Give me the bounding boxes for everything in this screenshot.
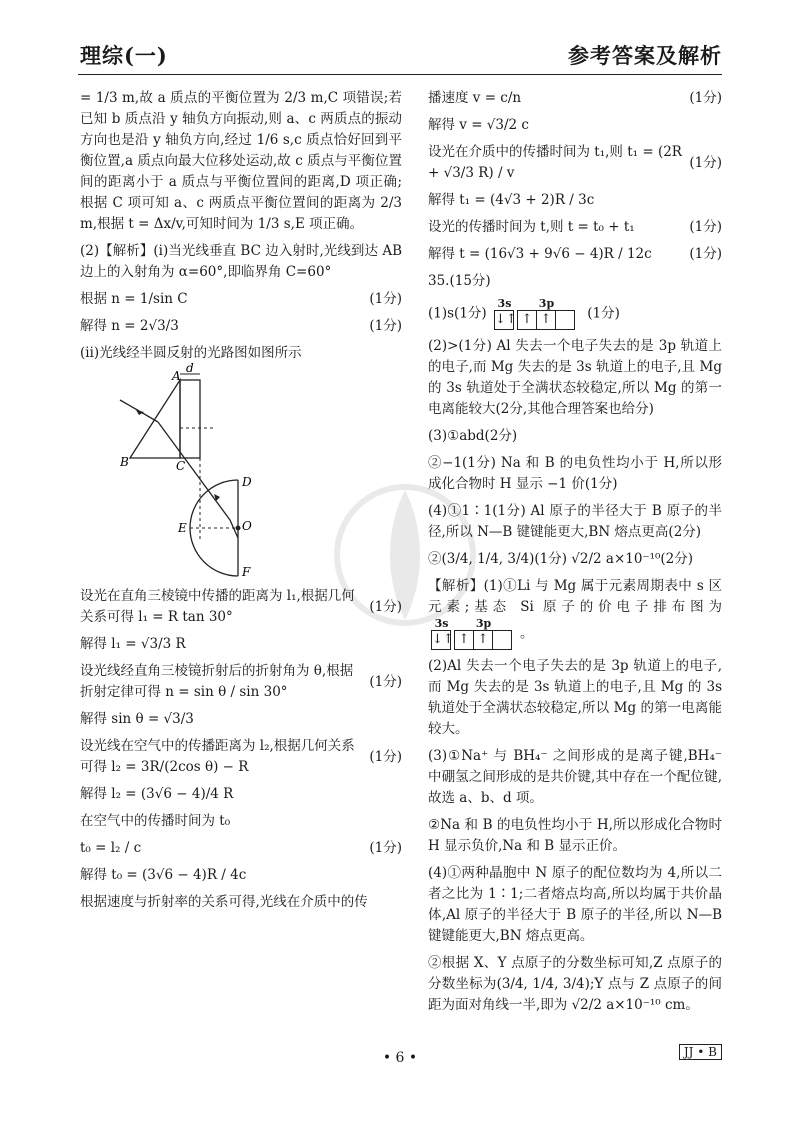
step-text: 设光线在空气中的传播距离为 l₂,根据几何关系可得 l₂ = 3R/(2cos θ) − R	[80, 738, 355, 775]
prism-block	[180, 380, 200, 458]
answer-paragraph: (2)【解析】(ⅰ)当光线垂直 BC 边入射时,光线到达 AB 边上的入射角为 α=60°,即临界角 C=60°	[80, 243, 402, 280]
formula-step	[80, 736, 402, 778]
figure-caption: (ⅱ)光线经半圆反射的光路图如图所示	[80, 345, 302, 361]
label-A: A	[172, 369, 181, 383]
formula-step	[80, 709, 402, 730]
orbital-label-3p: 3p	[475, 617, 492, 630]
step-text: 解得 v = √3/2 c	[428, 117, 529, 133]
label-B: B	[120, 455, 129, 469]
step-score: (1分)	[369, 748, 402, 765]
step-text: 在空气中的传播时间为 t₀	[80, 813, 231, 829]
header-title-left: 理综(一)	[80, 43, 168, 68]
formula-step	[80, 838, 402, 859]
step-text: t₀ = l₂ / c	[80, 840, 142, 856]
formula-step	[428, 142, 722, 184]
step-score: (1分)	[369, 291, 402, 307]
formula-step	[428, 88, 722, 109]
step-score: (1分)	[689, 90, 722, 106]
step-score: (1分)	[689, 246, 722, 262]
header-title-right: 参考答案及解析	[568, 43, 722, 68]
formula-step	[80, 865, 402, 886]
orbital-box: ↓↑	[431, 630, 451, 650]
formula-step	[80, 811, 402, 832]
orbital-label-3p: 3p	[538, 297, 555, 310]
formula-step	[80, 289, 402, 310]
explanation-4a: (4)①两种晶胞中 N 原子的配位数均为 4,所以二者之比为 1∶1;二者熔点均高,所以均属于共价晶体,Al 原子的半径大于 B 原子的半径,所以 N—B 键键能更大,BN 熔点更高。	[428, 865, 722, 944]
formula-step	[80, 634, 402, 655]
label-D: D	[242, 475, 252, 489]
explanation-1-text: 【解析】(1)①Li 与 Mg 属于元素周期表中 s 区元素;基态 Si 原子的价电子排布图为	[428, 578, 722, 615]
formula-step	[80, 892, 402, 913]
orbital-box	[555, 310, 575, 330]
answer-3b: ②−1(1分) Na 和 B 的电负性均小于 H,所以形成化合物时 H 显示 −1 价(1分)	[428, 455, 722, 492]
answer-3a: (3)①abd(2分)	[428, 428, 518, 444]
orbital-box: ↓↑	[494, 310, 514, 330]
explanation-1: 【解析】(1)①Li 与 Mg 属于元素周期表中 s 区元素;基态 Si 原子的价电子排布图为 3s ↓↑ 3p ↑ ↑ 。	[428, 576, 722, 650]
label-E: E	[178, 521, 187, 535]
step-text: 根据 n = 1/sin C	[80, 291, 188, 307]
answer-2: (2)>(1分) Al 失去一个电子失去的是 3p 轨道上的电子,而 Mg 失去的是 3s 轨道上的电子,且 Mg 的 3s 轨道处于全满状态较稳定,所以 Mg 的第一电离能较大(2分,其他合理答案也给分)	[428, 338, 722, 417]
orbital-label-3s: 3s	[434, 617, 449, 630]
answer-paragraph: = 1/3 m,故 a 质点的平衡位置为 2/3 m,C 项错误;若已知 b 质点沿 y 轴负方向振动,则 a、c 两质点的振动方向也是沿 y 轴负方向,经过 1/6 s,c 质点恰好回到平衡位置,a 质点向最大位移处运动,故 c 质点与平衡位置间的距离小于 a 质点与平衡位置间的距离,D 项正确;根据 C 项可知 a、c 两质点平衡位置间的距离为 2/3 m,根据 t = Δx/v,可知时间为 1/3 s,E 项正确。	[80, 90, 402, 232]
step-score: (1分)	[369, 840, 402, 856]
optics-diagram	[120, 361, 340, 580]
left-column	[80, 88, 402, 919]
orbital-diagram-si	[432, 618, 516, 650]
orbital-diagram	[495, 298, 579, 330]
formula-step	[428, 115, 722, 136]
header-rule	[78, 74, 722, 75]
step-text: 解得 t = (16√3 + 9√6 − 4)R / 12c	[428, 246, 652, 262]
explanation-3a: (3)①Na⁺ 与 BH₄⁻ 之间形成的是离子键,BH₄⁻ 中硼氢之间形成的是共价键,其中存在一个配位键,故选 a、b、d 项。	[428, 748, 722, 806]
formula-step	[428, 190, 722, 211]
orbital-label-3s: 3s	[497, 297, 512, 310]
explanation-3b: ②Na 和 B 的电负性均小于 H,所以形成化合物时 H 显示负价,Na 和 B 显示正价。	[428, 817, 722, 854]
step-text: 解得 n = 2√3/3	[80, 318, 179, 334]
step-score: (1分)	[689, 154, 722, 171]
step-score: (1分)	[369, 318, 402, 334]
formula-step	[80, 661, 402, 703]
formula-step	[80, 586, 402, 628]
step-text: 设光线经直角三棱镜折射后的折射角为 θ,根据折射定律可得 n = sin θ / sin 30°	[80, 663, 354, 700]
refracted-ray	[158, 422, 230, 520]
answer-4a: (4)①1∶1(1分) Al 原子的半径大于 B 原子的半径,所以 N—B 键键能更大,BN 熔点更高(2分)	[428, 503, 722, 540]
step-score: (1分)	[369, 673, 402, 690]
orbital-box: ↑	[517, 310, 537, 330]
step-text: 解得 l₁ = √3/3 R	[80, 636, 186, 652]
step-text: 根据速度与折射率的关系可得,光线在介质中的传	[80, 894, 368, 910]
answer-4b: ②(3/4, 1/4, 3/4)(1分) √2/2 a×10⁻¹⁰(2分)	[428, 551, 694, 567]
answer-1	[428, 298, 722, 330]
orbital-box: ↑	[536, 310, 556, 330]
right-column	[428, 88, 722, 1022]
formula-step	[80, 784, 402, 805]
explanation-4b: ②根据 X、Y 点原子的分数坐标可知,Z 点原子的分数坐标为(3/4, 1/4, 3/4);Y 点与 Z 点原子的间距为面对角线一半,即为 √2/2 a×10⁻¹⁰ cm。	[428, 955, 722, 1013]
formula-step	[428, 217, 722, 238]
step-text: 解得 l₂ = (3√6 − 4)/4 R	[80, 786, 234, 802]
step-text: 解得 t₁ = (4√3 + 2)R / 3c	[428, 192, 595, 208]
explanation-2: (2)Al 失去一个电子失去的是 3p 轨道上的电子,而 Mg 失去的是 3s 轨道上的电子,且 Mg 的 3s 轨道处于全满状态较稳定,所以 Mg 的第一电离能较大。	[428, 658, 722, 737]
prism-triangle	[130, 380, 180, 458]
formula-step	[80, 316, 402, 337]
label-F: F	[242, 565, 251, 579]
formula-step	[428, 244, 722, 265]
orbital-box	[492, 630, 512, 650]
answer-1-prefix: (1)s(1分)	[428, 305, 487, 322]
orbital-box: ↑	[454, 630, 474, 650]
label-C: C	[176, 459, 186, 473]
step-text: 设光的传播时间为 t,则 t = t₀ + t₁	[428, 219, 635, 235]
page-number: • 6 •	[382, 1050, 418, 1066]
question-number: 35.(15分)	[428, 273, 491, 289]
step-text: 解得 sin θ = √3/3	[80, 711, 194, 727]
step-score: (1分)	[369, 598, 402, 615]
label-d: d	[186, 361, 194, 375]
step-text: 设光在介质中的传播时间为 t₁,则 t₁ = (2R + √3/3 R) / v	[428, 144, 682, 181]
step-score: (1分)	[689, 219, 722, 235]
edition-tag: JJ • B	[679, 1044, 722, 1060]
label-O: O	[242, 519, 252, 533]
step-text: 设光在直角三棱镜中传播的距离为 l₁,根据几何关系可得 l₁ = R tan 30°	[80, 588, 355, 625]
orbital-box: ↑	[473, 630, 493, 650]
step-text: 解得 t₀ = (3√6 − 4)R / 4c	[80, 867, 247, 883]
step-text: 播速度 v = c/n	[428, 90, 522, 106]
answer-1-score: (1分)	[587, 305, 620, 322]
